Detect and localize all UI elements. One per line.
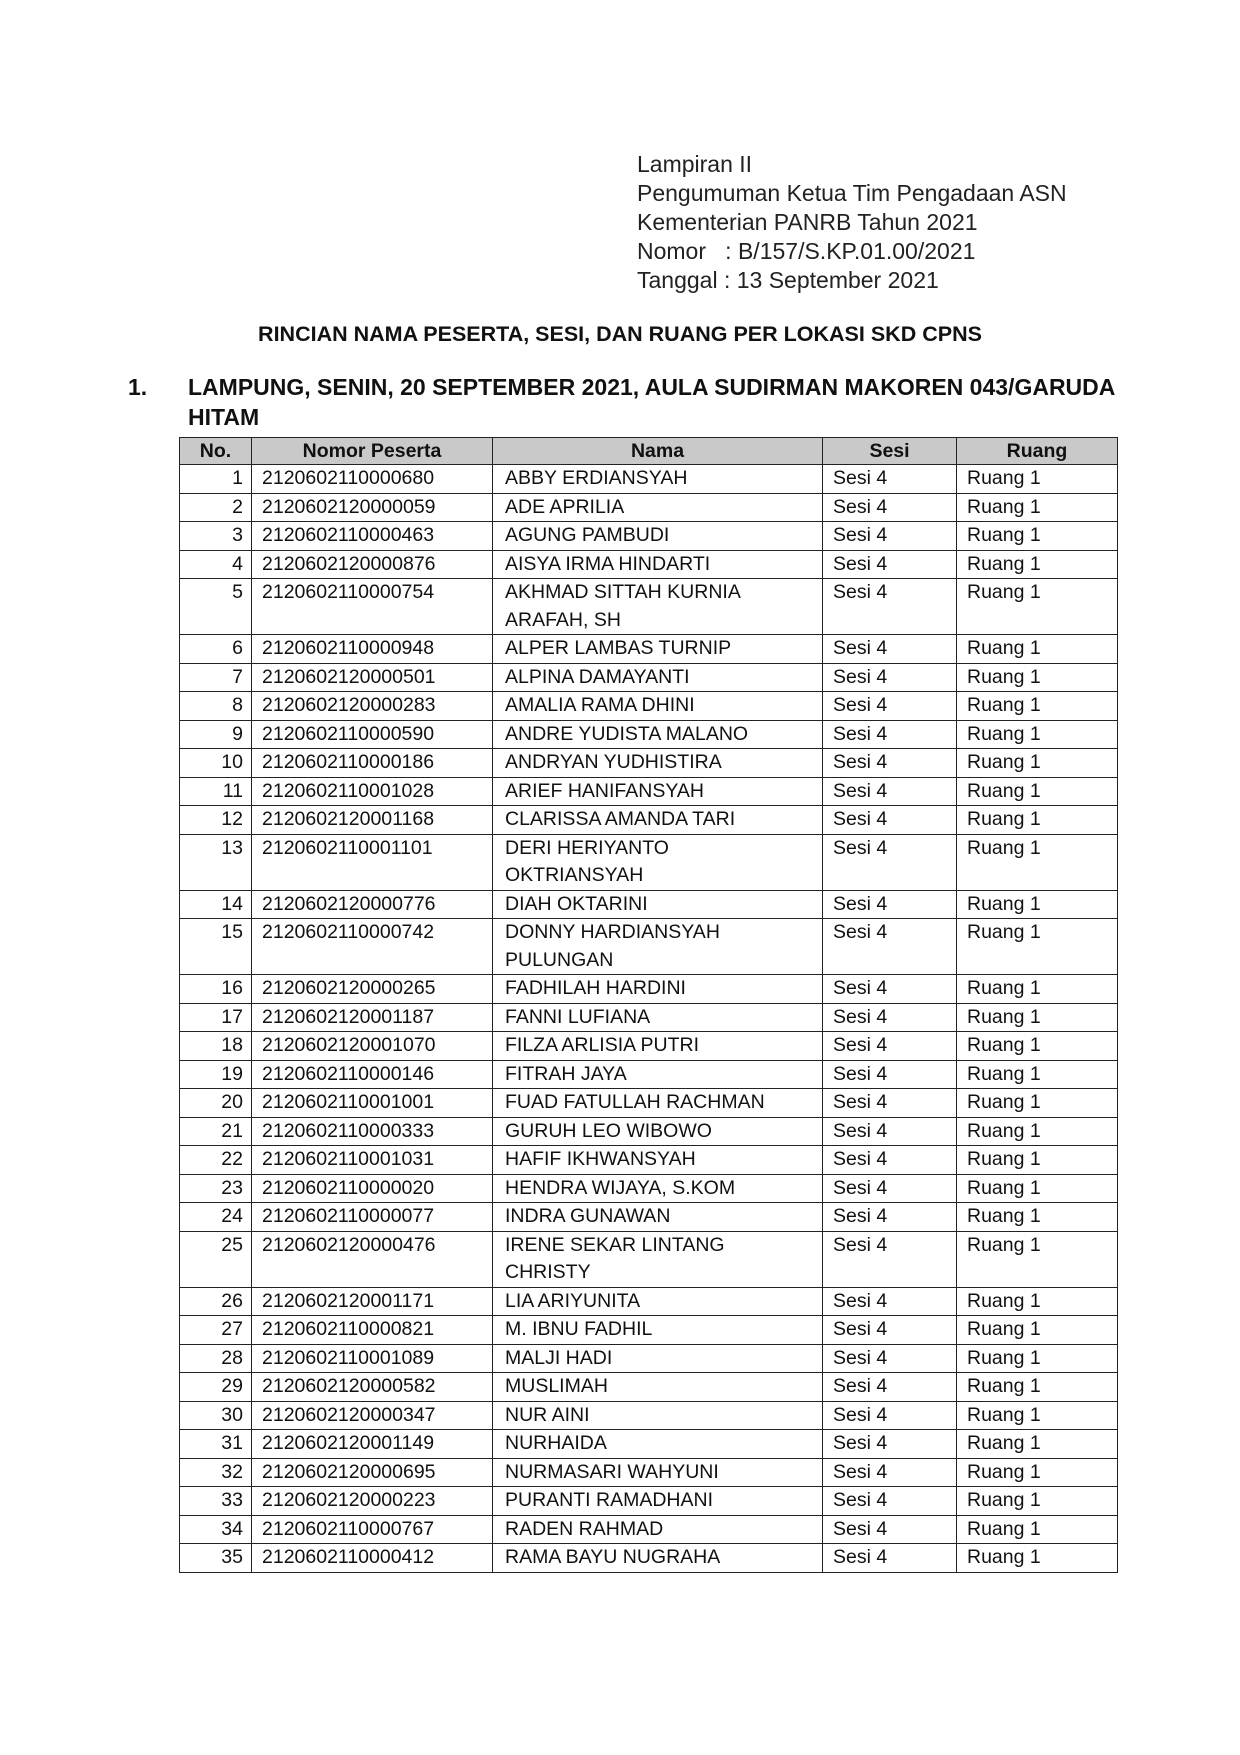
section-number: 1. <box>128 374 148 400</box>
participant-name: LIA ARIYUNITA <box>493 1287 823 1316</box>
session: Sesi 4 <box>823 550 957 579</box>
table-row <box>180 1117 1118 1146</box>
room: Ruang 1 <box>957 663 1118 692</box>
table-row <box>180 465 1118 494</box>
participant-name: ARIEF HANIFANSYAH <box>493 777 823 806</box>
room: Ruang 1 <box>957 720 1118 749</box>
participant-number: 2120602110000146 <box>252 1060 493 1089</box>
room: Ruang 1 <box>957 1544 1118 1573</box>
participant-number: 2120602110000463 <box>252 522 493 551</box>
header-name: Nama <box>493 438 823 465</box>
row-no: 22 <box>180 1146 252 1175</box>
room: Ruang 1 <box>957 635 1118 664</box>
participant-number: 2120602110000742 <box>252 919 493 975</box>
room: Ruang 1 <box>957 1032 1118 1061</box>
participant-number: 2120602110000754 <box>252 579 493 635</box>
header-line-number: Nomor : B/157/S.KP.01.00/2021 <box>637 238 976 264</box>
participant-number: 2120602110000412 <box>252 1544 493 1573</box>
session: Sesi 4 <box>823 663 957 692</box>
participant-number: 2120602120000776 <box>252 890 493 919</box>
row-no: 15 <box>180 919 252 975</box>
session: Sesi 4 <box>823 806 957 835</box>
participant-name: FANNI LUFIANA <box>493 1003 823 1032</box>
participant-number: 2120602110001101 <box>252 834 493 890</box>
header-participant-number: Nomor Peserta <box>252 438 493 465</box>
room: Ruang 1 <box>957 834 1118 890</box>
participant-number: 2120602120000876 <box>252 550 493 579</box>
row-no: 35 <box>180 1544 252 1573</box>
row-no: 9 <box>180 720 252 749</box>
participant-name: FITRAH JAYA <box>493 1060 823 1089</box>
session: Sesi 4 <box>823 720 957 749</box>
participant-number: 2120602110001089 <box>252 1344 493 1373</box>
participant-name: ALPER LAMBAS TURNIP <box>493 635 823 664</box>
room: Ruang 1 <box>957 749 1118 778</box>
session: Sesi 4 <box>823 1146 957 1175</box>
table-row <box>180 1203 1118 1232</box>
participant-name: GURUH LEO WIBOWO <box>493 1117 823 1146</box>
section-title: LAMPUNG, SENIN, 20 SEPTEMBER 2021, AULA SUDIRMAN MAKOREN 043/GARUDA HITAM <box>188 374 1115 430</box>
session: Sesi 4 <box>823 465 957 494</box>
room: Ruang 1 <box>957 777 1118 806</box>
room: Ruang 1 <box>957 493 1118 522</box>
table-row <box>180 1316 1118 1345</box>
participant-number: 2120602120000265 <box>252 975 493 1004</box>
session: Sesi 4 <box>823 834 957 890</box>
room: Ruang 1 <box>957 465 1118 494</box>
table-row <box>180 749 1118 778</box>
row-no: 6 <box>180 635 252 664</box>
room: Ruang 1 <box>957 806 1118 835</box>
participant-number: 2120602110000948 <box>252 635 493 664</box>
table-row <box>180 1544 1118 1573</box>
room: Ruang 1 <box>957 522 1118 551</box>
document-title: RINCIAN NAMA PESERTA, SESI, DAN RUANG PER LOKASI SKD CPNS <box>258 322 982 346</box>
participant-number: 2120602120001149 <box>252 1430 493 1459</box>
row-no: 19 <box>180 1060 252 1089</box>
room: Ruang 1 <box>957 579 1118 635</box>
table-row <box>180 1401 1118 1430</box>
row-no: 7 <box>180 663 252 692</box>
session: Sesi 4 <box>823 1401 957 1430</box>
participant-number: 2120602120000283 <box>252 692 493 721</box>
room: Ruang 1 <box>957 1003 1118 1032</box>
row-no: 33 <box>180 1487 252 1516</box>
room: Ruang 1 <box>957 1203 1118 1232</box>
table-header-row <box>180 438 1118 465</box>
session: Sesi 4 <box>823 1544 957 1573</box>
participant-number: 2120602110001028 <box>252 777 493 806</box>
header-line-attachment: Lampiran II <box>637 151 753 177</box>
participant-name: FILZA ARLISIA PUTRI <box>493 1032 823 1061</box>
session: Sesi 4 <box>823 975 957 1004</box>
room: Ruang 1 <box>957 1344 1118 1373</box>
table-row <box>180 806 1118 835</box>
table-row <box>180 1430 1118 1459</box>
session: Sesi 4 <box>823 1458 957 1487</box>
room: Ruang 1 <box>957 1458 1118 1487</box>
row-no: 23 <box>180 1174 252 1203</box>
session: Sesi 4 <box>823 579 957 635</box>
table-row <box>180 522 1118 551</box>
participant-name: NURHAIDA <box>493 1430 823 1459</box>
table-row <box>180 550 1118 579</box>
row-no: 5 <box>180 579 252 635</box>
row-no: 10 <box>180 749 252 778</box>
participant-number: 2120602120000582 <box>252 1373 493 1402</box>
session: Sesi 4 <box>823 1174 957 1203</box>
room: Ruang 1 <box>957 890 1118 919</box>
room: Ruang 1 <box>957 1174 1118 1203</box>
table-row <box>180 1344 1118 1373</box>
session: Sesi 4 <box>823 1430 957 1459</box>
participant-name: RADEN RAHMAD <box>493 1515 823 1544</box>
room: Ruang 1 <box>957 1515 1118 1544</box>
room: Ruang 1 <box>957 919 1118 975</box>
room: Ruang 1 <box>957 550 1118 579</box>
row-no: 14 <box>180 890 252 919</box>
header-room: Ruang <box>957 438 1118 465</box>
participant-name: ANDRYAN YUDHISTIRA <box>493 749 823 778</box>
table-row <box>180 493 1118 522</box>
room: Ruang 1 <box>957 1146 1118 1175</box>
session: Sesi 4 <box>823 1089 957 1118</box>
participant-number: 2120602110000186 <box>252 749 493 778</box>
participant-number: 2120602110000020 <box>252 1174 493 1203</box>
participant-number: 2120602110000077 <box>252 1203 493 1232</box>
table-row <box>180 919 1118 975</box>
participant-name: HAFIF IKHWANSYAH <box>493 1146 823 1175</box>
row-no: 25 <box>180 1231 252 1287</box>
participant-name: AKHMAD SITTAH KURNIA ARAFAH, SH <box>493 579 823 635</box>
participant-name: FADHILAH HARDINI <box>493 975 823 1004</box>
table-row <box>180 1515 1118 1544</box>
participant-name: ADE APRILIA <box>493 493 823 522</box>
session: Sesi 4 <box>823 919 957 975</box>
participant-number: 2120602120000695 <box>252 1458 493 1487</box>
participant-number: 2120602120000347 <box>252 1401 493 1430</box>
participant-number: 2120602110000821 <box>252 1316 493 1345</box>
row-no: 3 <box>180 522 252 551</box>
table-row <box>180 720 1118 749</box>
table-row <box>180 1487 1118 1516</box>
room: Ruang 1 <box>957 1430 1118 1459</box>
row-no: 31 <box>180 1430 252 1459</box>
table-row <box>180 975 1118 1004</box>
session: Sesi 4 <box>823 522 957 551</box>
table-row <box>180 1089 1118 1118</box>
room: Ruang 1 <box>957 1117 1118 1146</box>
session: Sesi 4 <box>823 635 957 664</box>
table-row <box>180 579 1118 635</box>
table-row <box>180 1174 1118 1203</box>
session: Sesi 4 <box>823 890 957 919</box>
participant-name: MALJI HADI <box>493 1344 823 1373</box>
row-no: 27 <box>180 1316 252 1345</box>
header-session: Sesi <box>823 438 957 465</box>
participant-name: MUSLIMAH <box>493 1373 823 1402</box>
row-no: 34 <box>180 1515 252 1544</box>
row-no: 24 <box>180 1203 252 1232</box>
participant-name: NURMASARI WAHYUNI <box>493 1458 823 1487</box>
room: Ruang 1 <box>957 1231 1118 1287</box>
row-no: 32 <box>180 1458 252 1487</box>
session: Sesi 4 <box>823 1515 957 1544</box>
session: Sesi 4 <box>823 692 957 721</box>
participant-table <box>179 437 1118 1573</box>
table-body <box>180 465 1118 1573</box>
row-no: 11 <box>180 777 252 806</box>
table-row <box>180 1146 1118 1175</box>
table-row <box>180 692 1118 721</box>
participant-name: PURANTI RAMADHANI <box>493 1487 823 1516</box>
table-row <box>180 1060 1118 1089</box>
participant-name: AISYA IRMA HINDARTI <box>493 550 823 579</box>
header-line-announcement: Pengumuman Ketua Tim Pengadaan ASN <box>637 180 1067 206</box>
room: Ruang 1 <box>957 1287 1118 1316</box>
session: Sesi 4 <box>823 1487 957 1516</box>
table-row <box>180 777 1118 806</box>
table-row <box>180 890 1118 919</box>
table-row <box>180 1373 1118 1402</box>
header-no: No. <box>180 438 252 465</box>
participant-number: 2120602120000476 <box>252 1231 493 1287</box>
room: Ruang 1 <box>957 1316 1118 1345</box>
row-no: 1 <box>180 465 252 494</box>
participant-name: FUAD FATULLAH RACHMAN <box>493 1089 823 1118</box>
room: Ruang 1 <box>957 975 1118 1004</box>
participant-number: 2120602110000590 <box>252 720 493 749</box>
participant-number: 2120602110000767 <box>252 1515 493 1544</box>
participant-number: 2120602120000059 <box>252 493 493 522</box>
participant-number: 2120602110000333 <box>252 1117 493 1146</box>
row-no: 30 <box>180 1401 252 1430</box>
participant-number: 2120602120001171 <box>252 1287 493 1316</box>
room: Ruang 1 <box>957 692 1118 721</box>
room: Ruang 1 <box>957 1060 1118 1089</box>
participant-name: M. IBNU FADHIL <box>493 1316 823 1345</box>
table-row <box>180 1458 1118 1487</box>
room: Ruang 1 <box>957 1089 1118 1118</box>
row-no: 16 <box>180 975 252 1004</box>
table-row <box>180 663 1118 692</box>
participant-number: 2120602120000501 <box>252 663 493 692</box>
participant-name: HENDRA WIJAYA, S.KOM <box>493 1174 823 1203</box>
participant-name: AGUNG PAMBUDI <box>493 522 823 551</box>
participant-number: 2120602120001168 <box>252 806 493 835</box>
attachment-header <box>637 150 1067 295</box>
participant-name: NUR AINI <box>493 1401 823 1430</box>
participant-name: RAMA BAYU NUGRAHA <box>493 1544 823 1573</box>
session: Sesi 4 <box>823 1060 957 1089</box>
table-row <box>180 834 1118 890</box>
participant-name: ABBY ERDIANSYAH <box>493 465 823 494</box>
session: Sesi 4 <box>823 777 957 806</box>
row-no: 8 <box>180 692 252 721</box>
participant-number: 2120602120000223 <box>252 1487 493 1516</box>
session: Sesi 4 <box>823 1231 957 1287</box>
participant-number: 2120602110000680 <box>252 465 493 494</box>
participant-name: AMALIA RAMA DHINI <box>493 692 823 721</box>
participant-name: DIAH OKTARINI <box>493 890 823 919</box>
row-no: 26 <box>180 1287 252 1316</box>
session: Sesi 4 <box>823 1316 957 1345</box>
participant-name: INDRA GUNAWAN <box>493 1203 823 1232</box>
participant-name: ANDRE YUDISTA MALANO <box>493 720 823 749</box>
session: Sesi 4 <box>823 493 957 522</box>
row-no: 4 <box>180 550 252 579</box>
session: Sesi 4 <box>823 749 957 778</box>
row-no: 18 <box>180 1032 252 1061</box>
row-no: 29 <box>180 1373 252 1402</box>
header-line-date: Tanggal : 13 September 2021 <box>637 267 939 293</box>
participant-number: 2120602110001031 <box>252 1146 493 1175</box>
row-no: 21 <box>180 1117 252 1146</box>
participant-number: 2120602120001070 <box>252 1032 493 1061</box>
table-row <box>180 1003 1118 1032</box>
row-no: 2 <box>180 493 252 522</box>
session: Sesi 4 <box>823 1344 957 1373</box>
room: Ruang 1 <box>957 1373 1118 1402</box>
header-line-ministry: Kementerian PANRB Tahun 2021 <box>637 209 978 235</box>
session: Sesi 4 <box>823 1117 957 1146</box>
session: Sesi 4 <box>823 1003 957 1032</box>
participant-name: DERI HERIYANTO OKTRIANSYAH <box>493 834 823 890</box>
table-row <box>180 635 1118 664</box>
room: Ruang 1 <box>957 1487 1118 1516</box>
session: Sesi 4 <box>823 1287 957 1316</box>
row-no: 12 <box>180 806 252 835</box>
row-no: 17 <box>180 1003 252 1032</box>
room: Ruang 1 <box>957 1401 1118 1430</box>
session: Sesi 4 <box>823 1032 957 1061</box>
row-no: 20 <box>180 1089 252 1118</box>
participant-number: 2120602120001187 <box>252 1003 493 1032</box>
session: Sesi 4 <box>823 1373 957 1402</box>
participant-name: ALPINA DAMAYANTI <box>493 663 823 692</box>
participant-number: 2120602110001001 <box>252 1089 493 1118</box>
participant-name: IRENE SEKAR LINTANG CHRISTY <box>493 1231 823 1287</box>
row-no: 13 <box>180 834 252 890</box>
table-row <box>180 1287 1118 1316</box>
table-row <box>180 1032 1118 1061</box>
session: Sesi 4 <box>823 1203 957 1232</box>
table-row <box>180 1231 1118 1287</box>
row-no: 28 <box>180 1344 252 1373</box>
participant-name: DONNY HARDIANSYAH PULUNGAN <box>493 919 823 975</box>
participant-name: CLARISSA AMANDA TARI <box>493 806 823 835</box>
